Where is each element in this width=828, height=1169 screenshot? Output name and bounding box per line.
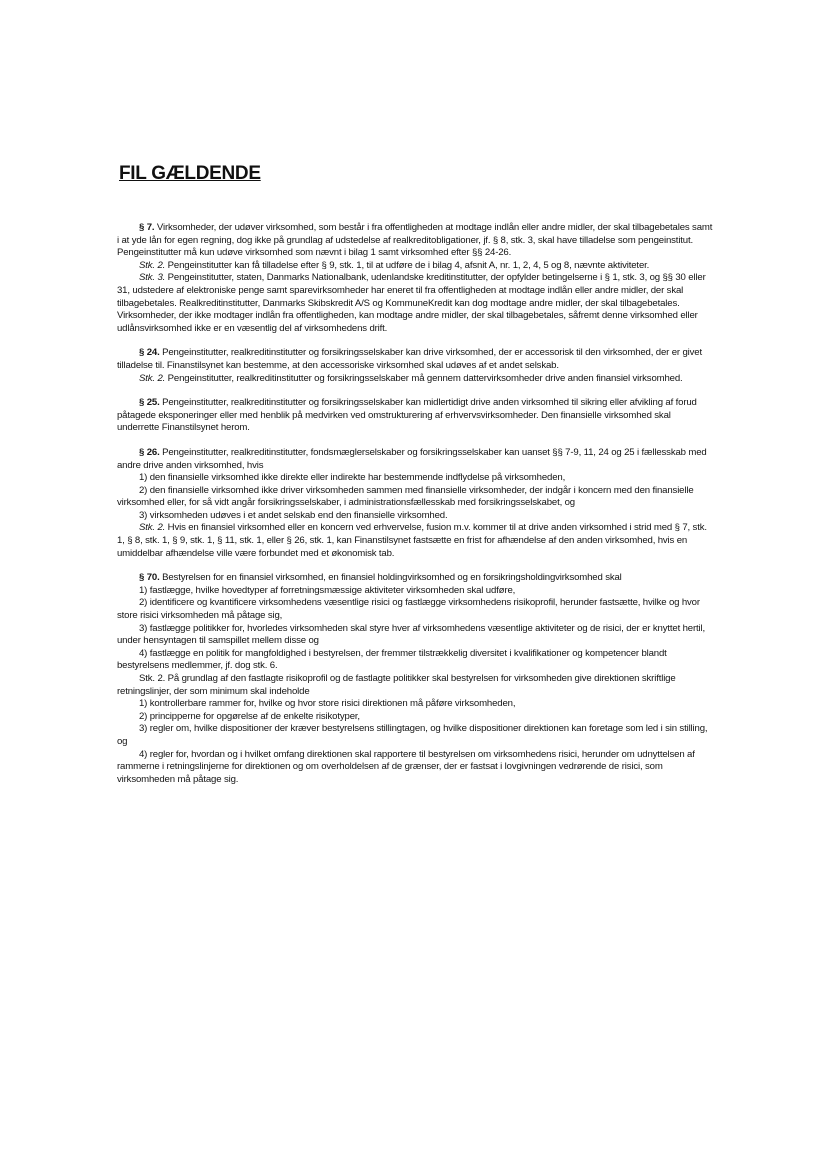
section-26-item-1: 1) den finansielle virksomhed ikke direkte eller indirekte har bestemmende indflydelse på virksomheden,	[139, 472, 566, 484]
section-70-item-4: 4) fastlægge en politik for mangfoldighed i bestyrelsen, der fremmer tilstrækkelig diversitet i kvalifikationer og kompetencer blandt bestyrelsens medlemmer, jf. dog stk. 6.	[117, 647, 667, 672]
section-number: § 7.	[139, 222, 155, 233]
section-number: § 26.	[139, 446, 160, 458]
section-24	[117, 347, 713, 385]
section-25-paragraph-1	[117, 397, 713, 435]
section-70-item-1: 1) fastlægge, hvilke hovedtyper af forretningsmæssige aktiviteter virksomheden skal udføre,	[139, 584, 516, 596]
section-7-stk-2	[117, 260, 713, 273]
section-26-item-3: 3) virksomheden udøves i et andet selskab end den finansielle virksomhed.	[139, 509, 448, 521]
paragraph-text: Virksomheder, der udøver virksomhed, som består i fra offentligheden at modtage indlån eller andre midler, der skal tilbagebetales samt i at yde lån for egen regning, dog ikke på grundlag af udstedelse af realkreditobligationer, jf. § 8, stk. 3, skal have tilladelse som pengeinstitut. Pengeinstitutter må kun udøve virksomhed som nævnt i bilag 1 samt virksomhed efter §§ 24-26.	[117, 222, 713, 259]
paragraph-text: Pengeinstitutter, realkreditinstitutter, fondsmæglerselskaber og forsikringsselskaber kan uanset §§ 7-9, 11, 24 og 25 i fællesskab med andre drive anden virksomhed, hvis	[117, 446, 707, 471]
section-70-stk2-item-3: 3) regler om, hvilke dispositioner der kræver bestyrelsens stillingtagen, og hvilke dispositioner direktionen kan foretage som led i sin stilling, og	[117, 723, 708, 747]
section-70-item-3: 3) fastlægge politikker for, hvorledes virksomheden skal styre hver af virksomhedens væsentlige aktiviteter og de risici, der er knyttet hertil, under hensyntagen til samspillet mellem disse og	[117, 622, 706, 647]
paragraph-text: Pengeinstitutter kan få tilladelse efter § 9, stk. 1, til at udføre de i bilag 4, afsnit A, nr. 1, 2, 4, 5 og 8, nævnte aktiviteter.	[167, 259, 650, 271]
section-number: § 70.	[139, 572, 160, 584]
section-26-item-2: 2) den finansielle virksomhed ikke driver virksomheden sammen med finansielle virksomheder, der indgår i koncern med den finansielle virksomhed eller, for så vidt angår forsikringsselskaber, i administrationsfællesskab med forsikringsselskabet, og	[117, 484, 694, 509]
section-70-stk2-item-1: 1) kontrollerbare rammer for, hvilke og hvor store risici direktionen må påføre virksomheden,	[139, 698, 516, 710]
stk-label: Stk. 2.	[139, 372, 166, 384]
stk-label: Stk. 2.	[139, 259, 166, 271]
section-number: § 24.	[139, 347, 160, 359]
section-number: § 25.	[139, 397, 160, 409]
page-title: FIL GÆLDENDE	[119, 163, 261, 184]
document-body	[117, 222, 713, 798]
paragraph-text: Bestyrelsen for en finansiel virksomhed, en finansiel holdingvirksomhed og en forsikringsholdingvirksomhed skal	[162, 572, 622, 584]
paragraph-text: Pengeinstitutter, realkreditinstitutter og forsikringsselskaber kan drive virksomhed, der er accessorisk til den virksomhed, der er givet tilladelse til. Finanstilsynet kan bestemme, at den accessoriske virksomhed skal udøves af et andet selskab.	[117, 347, 702, 371]
section-70-stk2-item-2: 2) principperne for opgørelse af de enkelte risikotyper,	[139, 710, 360, 722]
section-24-paragraph-1	[117, 347, 713, 372]
section-70-stk-2: Stk. 2. På grundlag af den fastlagte risikoprofil og de fastlagte politikker skal bestyrelsen for virksomheden give direktionen skriftlige retningslinjer, der som minimum skal indeholde	[117, 673, 676, 697]
section-70-paragraph-1	[117, 572, 713, 585]
section-24-stk-2	[117, 373, 713, 386]
paragraph-text: Pengeinstitutter, realkreditinstitutter og forsikringsselskaber må gennem dattervirksomheder drive anden finansiel virksomhed.	[167, 372, 683, 384]
paragraph-text: Pengeinstitutter, staten, Danmarks Nationalbank, udenlandske kreditinstitutter, der opfylder betingelserne i § 1, stk. 3, og §§ 30 eller 31, udstedere af elektroniske penge samt sparevirksomheder har eneret til fra offentligheden at modtage indlån eller andre midler, der skal tilbagebetales. Realkreditinstitutter, Danmarks Skibskredit A/S og KommuneKredit kan dog modtage andre midler, der skal tilbagebetales. Virksomheder, der ikke modtager indlån fra offentligheden, kan modtage andre midler, der skal tilbagebetales, såfremt denne virksomhed eller udlånsvirksomhed ikke er en væsentlig del af virksomhedens drift.	[117, 272, 706, 334]
section-70	[117, 572, 713, 786]
section-25	[117, 397, 713, 435]
section-70-item-2: 2) identificere og kvantificere virksomhedens væsentlige risici og fastlægge virksomhedens risikoprofil, herunder fastsætte, hvilke og hvor store risici virksomheden må påtage sig,	[117, 597, 700, 622]
section-7-paragraph-1	[117, 222, 713, 260]
section-70-stk2-item-4: 4) regler for, hvordan og i hvilket omfang direktionen skal rapportere til bestyrelsen om virksomhedens risici, herunder om udnyttelsen af rammerne i retningslinjerne for direktionen og om overholdelsen af de grænser, der er fastsat i lovgivningen vedrørende de risici, som virksomheden må påtage sig.	[117, 748, 695, 785]
paragraph-text: Pengeinstitutter, realkreditinstitutter og forsikringsselskaber kan midlertidigt drive anden virksomhed til sikring eller afvikling af forud påtagede eksponeringer eller med henblik på medvirken ved omstrukturering af erhvervsvirksomheder. Den finansielle virksomhed skal underrette Finanstilsynet herom.	[117, 397, 697, 434]
stk-label: Stk. 3.	[139, 272, 166, 284]
stk-label: Stk. 2.	[139, 522, 166, 534]
section-26-stk-2	[117, 522, 713, 560]
paragraph-text: Hvis en finansiel virksomhed eller en koncern ved erhvervelse, fusion m.v. kommer til at drive anden virksomhed i strid med § 7, stk. 1, § 8, stk. 1, § 9, stk. 1, § 11, stk. 1, eller § 26, stk. 1, kan Finanstilsynet fastsætte en frist for afhændelse af den anden virksomhed, hvis en umiddelbar afhændelse ville være forbundet med et økonomisk tab.	[117, 522, 707, 559]
section-26-paragraph-1	[117, 447, 713, 472]
section-26	[117, 447, 713, 560]
section-7-stk-3	[117, 272, 713, 335]
section-7	[117, 222, 713, 335]
